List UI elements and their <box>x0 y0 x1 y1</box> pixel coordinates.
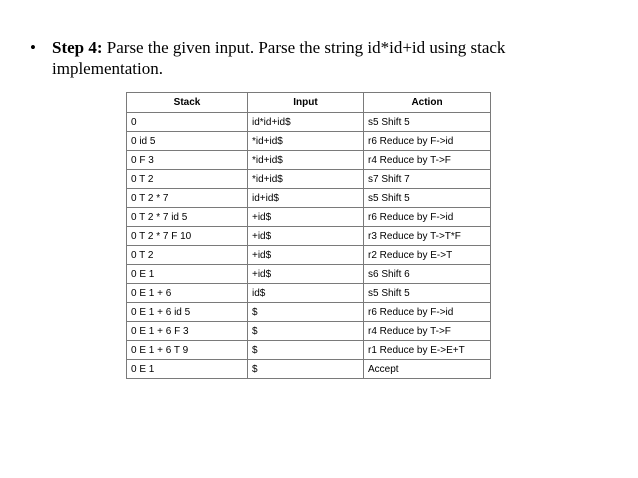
stack-cell: 0 F 3 <box>127 151 248 170</box>
table-row <box>127 132 491 151</box>
table-row <box>127 246 491 265</box>
step-description: Parse the given input. Parse the string id*id+id using stack implementation. <box>52 38 506 78</box>
input-cell: *id+id$ <box>248 170 364 189</box>
action-cell: s5 Shift 5 <box>364 113 491 132</box>
table-row <box>127 303 491 322</box>
bullet-symbol: • <box>30 38 36 57</box>
action-cell: r6 Reduce by F->id <box>364 208 491 227</box>
table-row <box>127 189 491 208</box>
input-cell: $ <box>248 322 364 341</box>
stack-cell: 0 T 2 * 7 <box>127 189 248 208</box>
table-row <box>127 360 491 379</box>
input-cell: +id$ <box>248 265 364 284</box>
stack-cell: 0 <box>127 113 248 132</box>
table-row <box>127 227 491 246</box>
action-cell: Accept <box>364 360 491 379</box>
input-cell: $ <box>248 341 364 360</box>
input-cell: id$ <box>248 284 364 303</box>
input-cell: id+id$ <box>248 189 364 208</box>
bullet-text <box>52 37 590 79</box>
stack-cell: 0 E 1 <box>127 360 248 379</box>
table-row <box>127 265 491 284</box>
step-label: Step 4: <box>52 38 103 57</box>
stack-cell: 0 T 2 * 7 F 10 <box>127 227 248 246</box>
table-row <box>127 284 491 303</box>
header-action: Action <box>364 93 491 113</box>
action-cell: r1 Reduce by E->E+T <box>364 341 491 360</box>
parse-table <box>126 92 491 379</box>
table-header-row <box>127 93 491 113</box>
stack-cell: 0 E 1 + 6 F 3 <box>127 322 248 341</box>
action-cell: s7 Shift 7 <box>364 170 491 189</box>
stack-cell: 0 T 2 <box>127 170 248 189</box>
header-input: Input <box>248 93 364 113</box>
action-cell: r3 Reduce by T->T*F <box>364 227 491 246</box>
table-row <box>127 341 491 360</box>
stack-cell: 0 E 1 + 6 T 9 <box>127 341 248 360</box>
action-cell: r4 Reduce by T->F <box>364 151 491 170</box>
table-row <box>127 322 491 341</box>
step-bullet <box>30 37 590 79</box>
action-cell: s5 Shift 5 <box>364 284 491 303</box>
input-cell: $ <box>248 303 364 322</box>
table-row <box>127 170 491 189</box>
input-cell: $ <box>248 360 364 379</box>
action-cell: s5 Shift 5 <box>364 189 491 208</box>
input-cell: +id$ <box>248 246 364 265</box>
input-cell: id*id+id$ <box>248 113 364 132</box>
action-cell: r2 Reduce by E->T <box>364 246 491 265</box>
stack-cell: 0 E 1 <box>127 265 248 284</box>
table-row <box>127 208 491 227</box>
stack-cell: 0 E 1 + 6 id 5 <box>127 303 248 322</box>
input-cell: +id$ <box>248 208 364 227</box>
input-cell: +id$ <box>248 227 364 246</box>
action-cell: r4 Reduce by T->F <box>364 322 491 341</box>
action-cell: s6 Shift 6 <box>364 265 491 284</box>
action-cell: r6 Reduce by F->id <box>364 132 491 151</box>
header-stack: Stack <box>127 93 248 113</box>
stack-cell: 0 E 1 + 6 <box>127 284 248 303</box>
input-cell: *id+id$ <box>248 132 364 151</box>
input-cell: *id+id$ <box>248 151 364 170</box>
stack-cell: 0 id 5 <box>127 132 248 151</box>
stack-cell: 0 T 2 * 7 id 5 <box>127 208 248 227</box>
table-row <box>127 151 491 170</box>
action-cell: r6 Reduce by F->id <box>364 303 491 322</box>
stack-cell: 0 T 2 <box>127 246 248 265</box>
table-row <box>127 113 491 132</box>
